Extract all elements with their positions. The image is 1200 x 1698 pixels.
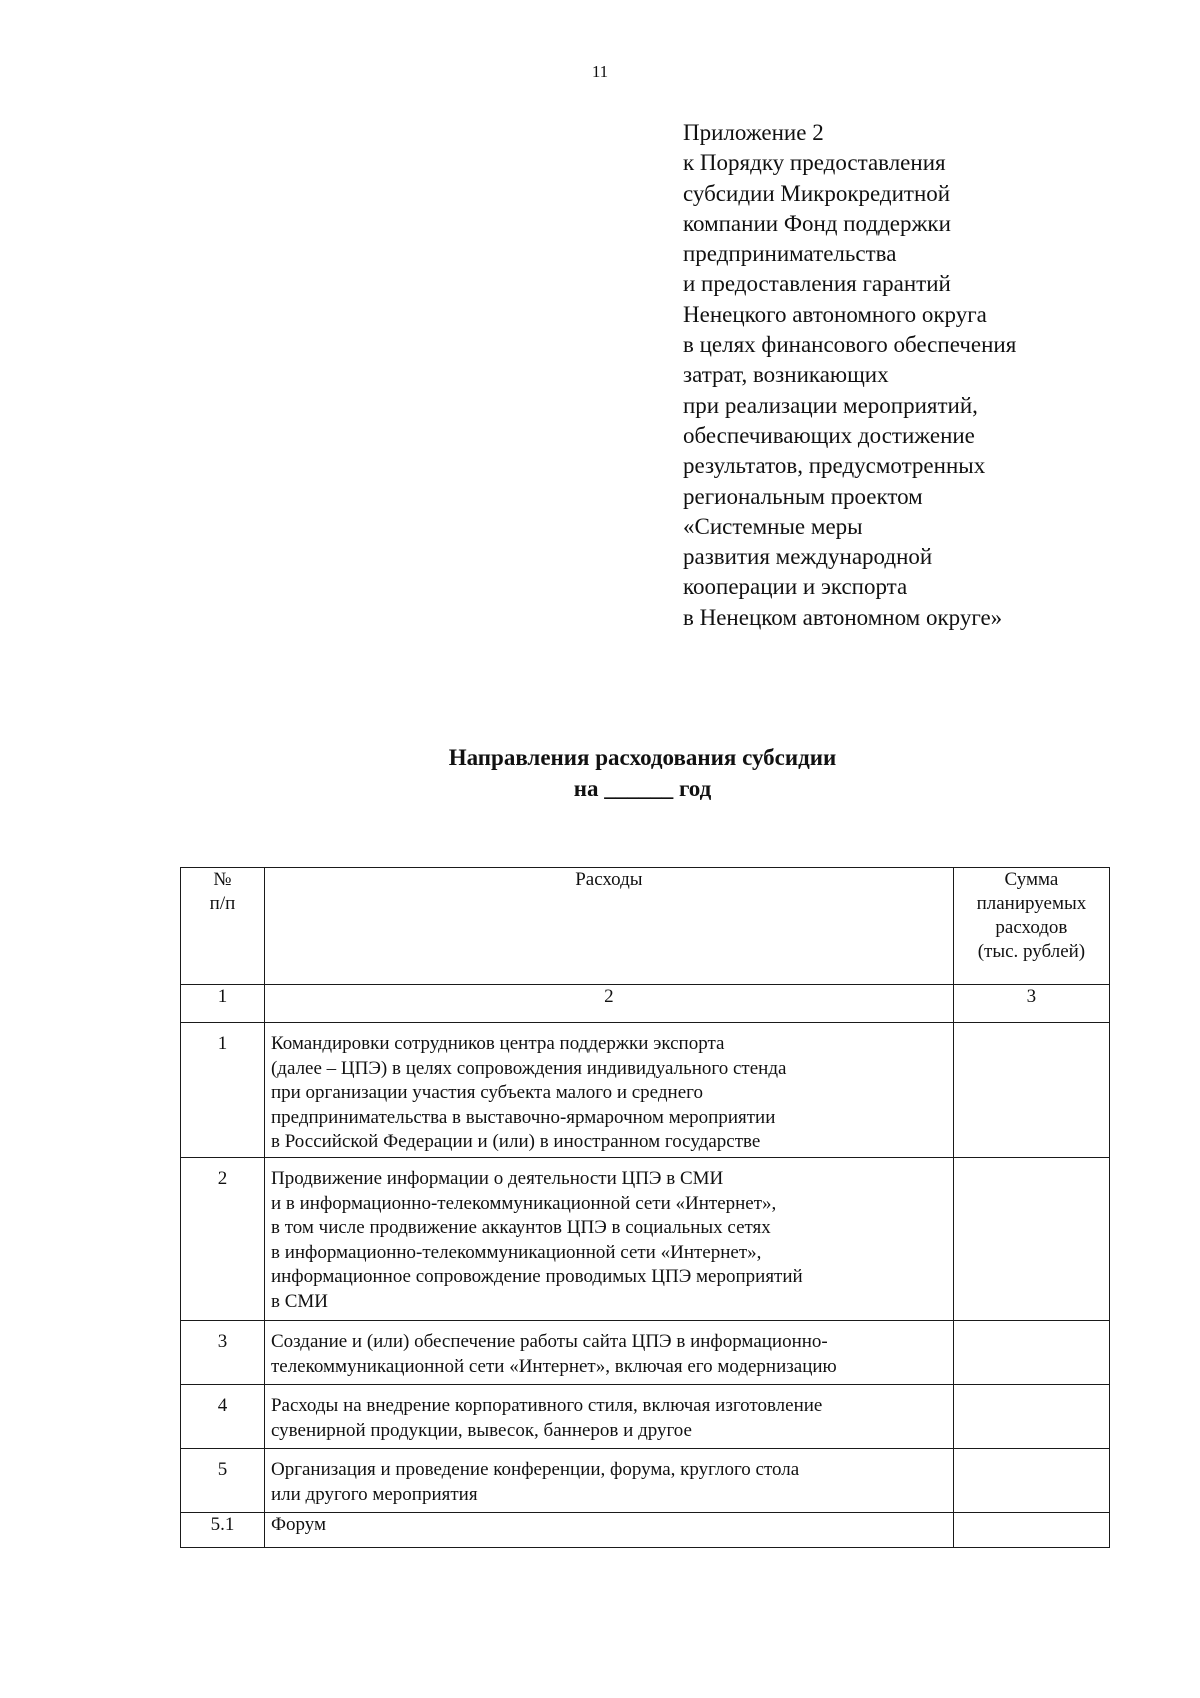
appendix-line: субсидии Микрокредитной: [683, 180, 951, 206]
row-number: 5: [181, 1449, 265, 1513]
expense-line: Расходы на внедрение корпоративного стиля, включая изготовление: [270, 1395, 823, 1416]
expense-line: и в информационно-телекоммуникационной сети «Интернет»,: [270, 1192, 777, 1214]
row-number: 1: [181, 1023, 265, 1158]
expense-line: Создание и (или) обеспечение работы сайта ЦПЭ в информационно-: [270, 1331, 828, 1352]
expense-line: в том числе продвижение аккаунтов ЦПЭ в социальных сетях: [270, 1217, 771, 1238]
appendix-line: компании Фонд поддержки: [683, 210, 951, 236]
table-row: [181, 1023, 1110, 1158]
appendix-line: затрат, возникающих: [683, 362, 889, 388]
column-index: 3: [953, 985, 1109, 1023]
appendix-line: Ненецкого автономного округа: [683, 301, 987, 327]
appendix-line: предпринимательства: [683, 241, 897, 267]
title-line-2: на ______ год: [573, 776, 712, 801]
expense-line: предпринимательства в выставочно-ярмарочном мероприятии: [270, 1106, 776, 1128]
row-number: 4: [181, 1385, 265, 1449]
row-expense: [264, 1385, 953, 1449]
row-sum: [953, 1385, 1109, 1449]
row-expense: [264, 1449, 953, 1513]
appendix-line: результатов, предусмотренных: [683, 453, 986, 479]
row-expense: [264, 1321, 953, 1385]
table-row: [181, 1158, 1110, 1321]
table-row: [181, 1449, 1110, 1513]
expense-line: в СМИ: [270, 1290, 328, 1312]
header-sum: [953, 868, 1109, 985]
header-expenses: Расходы: [264, 868, 953, 985]
table-row: [181, 1321, 1110, 1385]
page-number: 11: [591, 62, 609, 81]
appendix-line: обеспечивающих достижение: [683, 422, 975, 448]
appendix-line: и предоставления гарантий: [683, 271, 951, 297]
appendix-line: региональным проектом: [683, 483, 923, 509]
appendix-line: «Системные меры: [683, 513, 863, 539]
column-index-row: [181, 985, 1110, 1023]
expense-line: Командировки сотрудников центра поддержки экспорта: [270, 1033, 725, 1054]
expense-line: телекоммуникационной сети «Интернет», включая его модернизацию: [270, 1355, 837, 1377]
appendix-line: кооперации и экспорта: [683, 574, 908, 600]
header-num: [181, 868, 265, 985]
column-index: 1: [181, 985, 265, 1023]
row-expense: [264, 1023, 953, 1158]
table-header-row: [181, 868, 1110, 985]
appendix-line: к Порядку предоставления: [683, 150, 946, 176]
expense-line: Продвижение информации о деятельности ЦПЭ в СМИ: [270, 1168, 724, 1189]
expense-line: или другого мероприятия: [270, 1483, 478, 1505]
row-sum: [953, 1158, 1109, 1321]
expense-line: информационное сопровождение проводимых ЦПЭ мероприятий: [270, 1266, 803, 1287]
header-num-label: № п/п: [209, 869, 236, 914]
header-sum-line: планируемых: [976, 893, 1087, 914]
expense-line: при организации участия субъекта малого и среднего: [270, 1082, 703, 1103]
column-index: 2: [264, 985, 953, 1023]
table-row: [181, 1385, 1110, 1449]
header-sum-line: расходов: [995, 917, 1068, 938]
title-line-1: Направления расходования субсидии: [448, 745, 837, 770]
expense-line: Форум: [270, 1514, 327, 1535]
row-number: 2: [181, 1158, 265, 1321]
header-sum-line: (тыс. рублей): [977, 941, 1086, 962]
row-sum: [953, 1513, 1109, 1548]
expenses-table: [180, 867, 1110, 1548]
appendix-line: в Ненецком автономном округе»: [683, 604, 1003, 630]
expense-line: в Российской Федерации и (или) в иностранном государстве: [270, 1131, 761, 1152]
expense-line: Организация и проведение конференции, форума, круглого стола: [270, 1459, 800, 1480]
appendix-line: в целях финансового обеспечения: [683, 332, 1017, 358]
expense-line: (далее – ЦПЭ) в целях сопровождения индивидуального стенда: [270, 1057, 787, 1079]
appendix-line: развития международной: [683, 544, 933, 570]
row-sum: [953, 1449, 1109, 1513]
row-number: 5.1: [181, 1513, 265, 1548]
row-expense: [264, 1158, 953, 1321]
document-title: [0, 742, 1200, 804]
appendix-block: [683, 118, 1123, 633]
appendix-line: Приложение 2: [683, 120, 824, 145]
appendix-line: при реализации мероприятий,: [683, 392, 978, 418]
expense-line: в информационно-телекоммуникационной сети «Интернет»,: [270, 1241, 762, 1263]
table-row: [181, 1513, 1110, 1548]
header-sum-line: Сумма: [1004, 869, 1059, 890]
row-sum: [953, 1321, 1109, 1385]
expense-line: сувенирной продукции, вывесок, баннеров и другое: [270, 1419, 692, 1441]
row-number: 3: [181, 1321, 265, 1385]
row-sum: [953, 1023, 1109, 1158]
row-expense: [264, 1513, 953, 1548]
